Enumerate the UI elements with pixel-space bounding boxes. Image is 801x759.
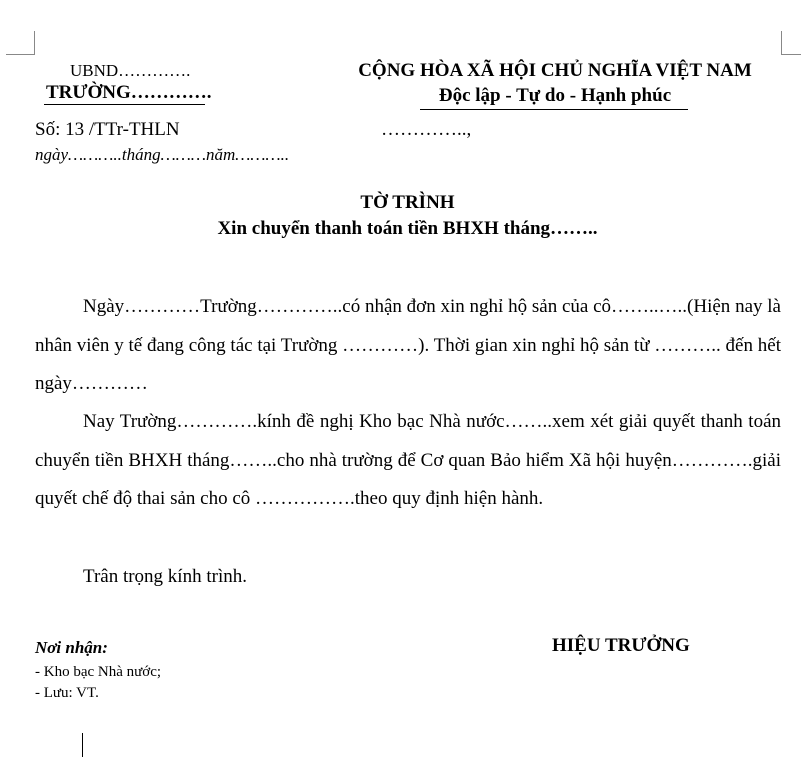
document-number: Số: 13 /TTr-THLN: [35, 119, 180, 140]
document-title: TỜ TRÌNH: [360, 192, 455, 213]
body-paragraph-1-text: Ngày…………Trường…………..có nhận đơn xin nghỉ hộ sản của cô……..…..(Hiện nay là nhân viên y tế đang công tác tại Trường …………). Thời gian xin nghỉ hộ sản từ ……….. đến hết ngày…………: [35, 296, 781, 394]
crop-mark-top-left-v: [34, 31, 35, 55]
crop-mark-top-right-v: [781, 31, 782, 55]
crop-mark-top-left-h: [6, 54, 35, 55]
school-name-underline: [44, 104, 205, 105]
body-paragraph-3-text: Trân trọng kính trình.: [83, 566, 247, 587]
recipient-item: - Lưu: VT.: [35, 685, 99, 701]
body-paragraph-1: [35, 288, 781, 404]
body-paragraph-2-text: Nay Trường………….kính đề nghị Kho bạc Nhà nước……..xem xét giải quyết thanh toán chuyển tiền BHXH tháng……..cho nhà trường để Cơ quan Bảo hiểm Xã hội huyện………….giải quyết chế độ thai sản cho cô …………….theo quy định hiện hành.: [35, 411, 781, 509]
recipient-item: - Kho bạc Nhà nước;: [35, 664, 162, 680]
crop-mark-top-right-h: [781, 54, 801, 55]
school-name: TRƯỜNG………….: [46, 82, 212, 103]
recipients-label: Nơi nhận:: [35, 638, 108, 657]
country-name: CỘNG HÒA XÃ HỘI CHỦ NGHĨA VIỆT NAM: [358, 60, 752, 81]
motto-underline: [420, 109, 688, 110]
body-paragraph-3: [35, 558, 781, 597]
body-paragraph-2: [35, 403, 781, 519]
document-place: …………..,: [381, 119, 472, 140]
signer-title: HIỆU TRƯỞNG: [552, 635, 690, 656]
agency-name: UBND………….: [70, 61, 191, 80]
document-subtitle: Xin chuyển thanh toán tiền BHXH tháng……..: [217, 218, 598, 239]
national-motto: Độc lập - Tự do - Hạnh phúc: [438, 85, 672, 106]
text-cursor: [82, 733, 83, 757]
document-date: ngày………..tháng………năm………..: [35, 145, 290, 164]
